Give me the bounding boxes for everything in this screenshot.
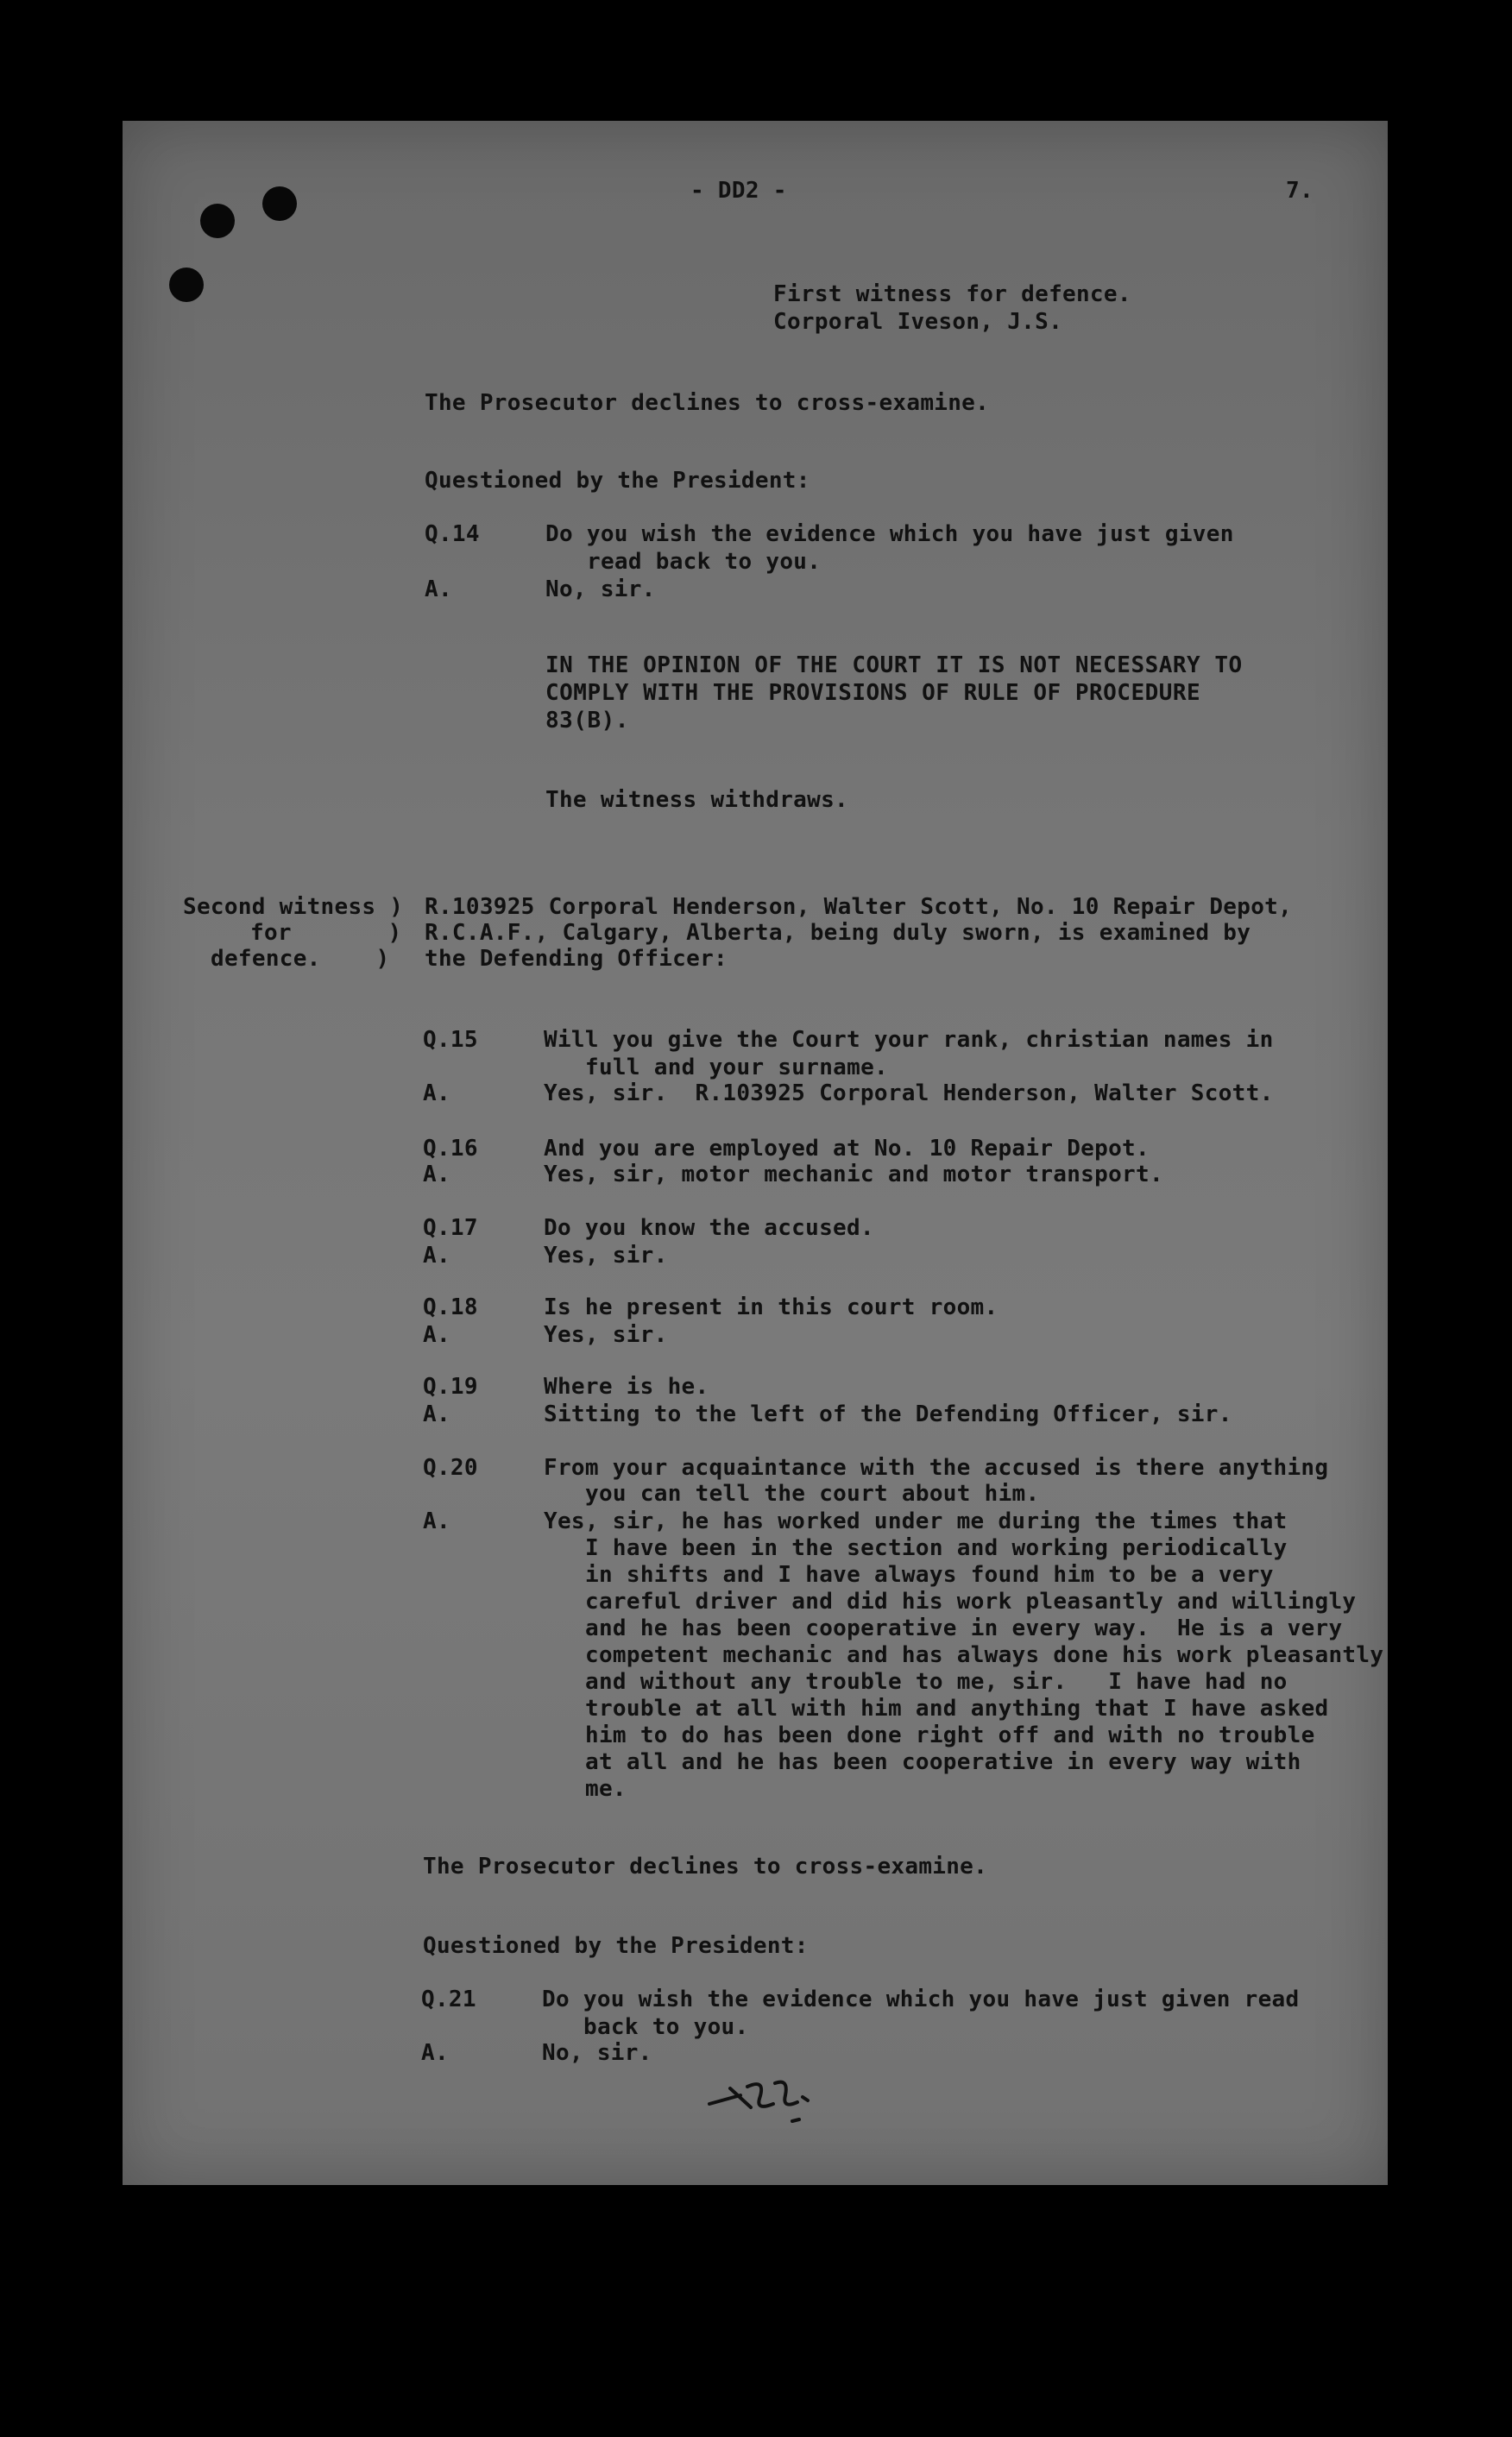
q15-answer: Yes, sir. R.103925 Corporal Henderson, Walter Scott. bbox=[544, 1080, 1274, 1106]
q17-question: Do you know the accused. bbox=[544, 1215, 874, 1241]
q19-answer: Sitting to the left of the Defending Officer, sir. bbox=[544, 1401, 1232, 1427]
prosecutor-declines-2: The Prosecutor declines to cross-examine. bbox=[423, 1854, 988, 1880]
q18-answer: Yes, sir. bbox=[544, 1322, 668, 1348]
q14-answer: No, sir. bbox=[545, 576, 656, 602]
second-witness-side-line1: Second witness ) bbox=[183, 894, 404, 920]
q20-answer-line: trouble at all with him and anything that I have asked bbox=[585, 1696, 1329, 1722]
q16-question: And you are employed at No. 10 Repair Depot. bbox=[544, 1136, 1150, 1162]
q20-answer-line: competent mechanic and has always done his work pleasantly bbox=[585, 1642, 1384, 1668]
q21-question-line1: Do you wish the evidence which you have just given read bbox=[542, 1987, 1300, 2012]
q20-answer-line: me. bbox=[585, 1776, 627, 1802]
page-header-code: - DD2 - bbox=[690, 178, 787, 204]
q19-number: Q.19 bbox=[423, 1374, 478, 1400]
first-witness-line1: First witness for defence. bbox=[773, 281, 1131, 307]
q14-number: Q.14 bbox=[425, 521, 480, 547]
second-witness-intro-line2: R.C.A.F., Calgary, Alberta, being duly sworn, is examined by bbox=[425, 920, 1251, 946]
punch-hole bbox=[200, 204, 235, 238]
q19-question: Where is he. bbox=[544, 1374, 709, 1400]
punch-hole bbox=[262, 186, 297, 221]
handwritten-initials bbox=[706, 2069, 853, 2130]
q16-number: Q.16 bbox=[423, 1136, 478, 1162]
q20-question-line2: you can tell the court about him. bbox=[585, 1481, 1040, 1507]
q14-question-line2: read back to you. bbox=[587, 549, 822, 575]
second-witness-intro-line1: R.103925 Corporal Henderson, Walter Scott, No. 10 Repair Depot, bbox=[425, 894, 1293, 920]
q20-answer-line: in shifts and I have always found him to be a very bbox=[585, 1562, 1274, 1588]
prosecutor-declines-1: The Prosecutor declines to cross-examine. bbox=[425, 390, 990, 416]
q20-question-line1: From your acquaintance with the accused is there anything bbox=[544, 1455, 1329, 1481]
q20-answer-line: at all and he has been cooperative in every way with bbox=[585, 1749, 1301, 1775]
q15-question-line2: full and your surname. bbox=[585, 1055, 888, 1080]
punch-hole bbox=[169, 268, 204, 302]
court-opinion-line1: IN THE OPINION OF THE COURT IT IS NOT NECESSARY TO bbox=[545, 652, 1243, 678]
second-witness-intro-line3: the Defending Officer: bbox=[425, 946, 728, 972]
q19-answer-label: A. bbox=[423, 1401, 450, 1427]
q16-answer-label: A. bbox=[423, 1162, 450, 1187]
page-number: 7. bbox=[1286, 178, 1314, 204]
witness-withdraws: The witness withdraws. bbox=[545, 787, 848, 813]
q20-answer-line: him to do has been done right off and with no trouble bbox=[585, 1722, 1315, 1748]
q16-answer: Yes, sir, motor mechanic and motor transport. bbox=[544, 1162, 1163, 1187]
court-opinion-line3: 83(B). bbox=[545, 708, 629, 734]
second-witness-side-line3: defence. ) bbox=[211, 946, 390, 972]
q15-number: Q.15 bbox=[423, 1027, 478, 1053]
q18-number: Q.18 bbox=[423, 1294, 478, 1320]
court-opinion-line2: COMPLY WITH THE PROVISIONS OF RULE OF PROCEDURE bbox=[545, 680, 1201, 706]
q17-answer-label: A. bbox=[423, 1243, 450, 1269]
q20-answer-line: careful driver and did his work pleasantly and willingly bbox=[585, 1589, 1357, 1615]
q20-number: Q.20 bbox=[423, 1455, 478, 1481]
q21-answer: No, sir. bbox=[542, 2040, 652, 2066]
q20-answer-line: and without any trouble to me, sir. I have had no bbox=[585, 1669, 1288, 1695]
second-witness-side-line2: for ) bbox=[250, 920, 402, 946]
q15-question-line1: Will you give the Court your rank, christian names in bbox=[544, 1027, 1274, 1053]
first-witness-line2: Corporal Iveson, J.S. bbox=[773, 309, 1063, 335]
q20-answer-line: and he has been cooperative in every way. He is a very bbox=[585, 1615, 1343, 1641]
q20-answer-label: A. bbox=[423, 1508, 450, 1534]
q21-answer-label: A. bbox=[421, 2040, 449, 2066]
questioned-by-president-1: Questioned by the President: bbox=[425, 468, 810, 494]
q18-question: Is he present in this court room. bbox=[544, 1294, 999, 1320]
q21-number: Q.21 bbox=[421, 1987, 476, 2012]
q15-answer-label: A. bbox=[423, 1080, 450, 1106]
questioned-by-president-2: Questioned by the President: bbox=[423, 1933, 809, 1959]
q17-answer: Yes, sir. bbox=[544, 1243, 668, 1269]
q20-answer-line: Yes, sir, he has worked under me during the times that bbox=[544, 1508, 1288, 1534]
q17-number: Q.17 bbox=[423, 1215, 478, 1241]
q21-question-line2: back to you. bbox=[583, 2014, 749, 2040]
q14-answer-label: A. bbox=[425, 576, 452, 602]
q14-question-line1: Do you wish the evidence which you have just given bbox=[545, 521, 1234, 547]
q18-answer-label: A. bbox=[423, 1322, 450, 1348]
q20-answer-line: I have been in the section and working periodically bbox=[585, 1535, 1288, 1561]
